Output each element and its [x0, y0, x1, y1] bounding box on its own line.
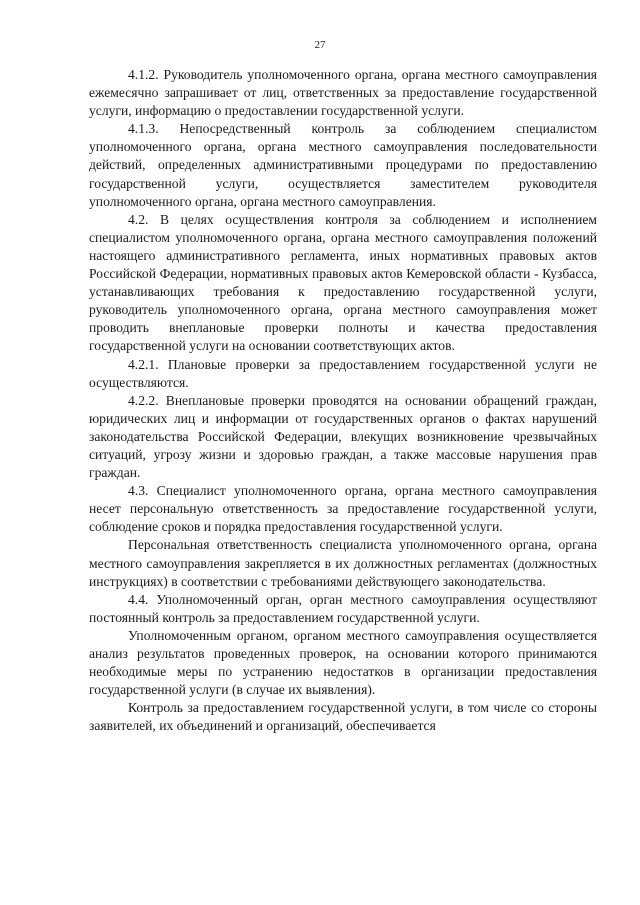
paragraph-control: Контроль за предоставлением государственной услуги, в том числе со стороны заявителей, их объединений и организаций, обеспечивается	[89, 700, 597, 734]
paragraph-4-1-3: 4.1.3. Непосредственный контроль за соблюдением специалистом уполномоченного органа, органа местного самоуправления последовательности действий, определенных административными процедурами по предоставлению государственной услуги, осуществляется заместителем руководителя уполномоченного органа, органа местного самоуправления.	[89, 121, 597, 209]
page-number: 27	[314, 39, 326, 51]
document-body	[89, 66, 597, 735]
paragraph-4-2-1: 4.2.1. Плановые проверки за предоставлением государственной услуги не осуществляются.	[89, 356, 597, 390]
paragraph-4-1-2: 4.1.2. Руководитель уполномоченного органа, органа местного самоуправления ежемесячно запрашивает от лиц, ответственных за предоставление государственной услуги, информацию о предоставлении государственной услуги.	[89, 67, 597, 119]
paragraph-4-2: 4.2. В целях осуществления контроля за соблюдением и исполнением специалистом уполномоченного органа, органа местного самоуправления положений настоящего административного регламента, иных нормативных правовых актов Российской Федерации, нормативных правовых актов Кемеровской области - Кузбасса, устанавливающих требования к предоставлению государственной услуги, руководитель уполномоченного органа, органа местного самоуправления может проводить внеплановые проверки полноты и качества предоставления государственной услуги на основании соответствующих актов.	[89, 211, 597, 354]
paragraph-4-4: 4.4. Уполномоченный орган, орган местного самоуправления осуществляют постоянный контроль за предоставлением государственной услуги.	[89, 591, 597, 625]
paragraph-4-2-2: 4.2.2. Внеплановые проверки проводятся на основании обращений граждан, юридических лиц и информации от государственных органов о фактах нарушений законодательства Российской Федерации, влекущих возникновение чрезвычайных ситуаций, угрозу жизни и здоровью граждан, а также массовые нарушения прав граждан.	[89, 392, 597, 481]
paragraph-4-3: 4.3. Специалист уполномоченного органа, органа местного самоуправления несет персональную ответственность за предоставление государственной услуги, соблюдение сроков и порядка предоставления государственной услуги.	[89, 483, 597, 535]
paragraph-analysis: Уполномоченным органом, органом местного самоуправления осуществляется анализ результатов проведенных проверок, на основании которого принимаются необходимые меры по устранению недостатков в организации предоставления государственной услуги (в случае их выявления).	[89, 627, 597, 698]
paragraph-personal-responsibility: Персональная ответственность специалиста уполномоченного органа, органа местного самоуправления закрепляется в их должностных регламентах (должностных инструкциях) в соответствии с требованиями действующего законодательства.	[89, 537, 597, 589]
